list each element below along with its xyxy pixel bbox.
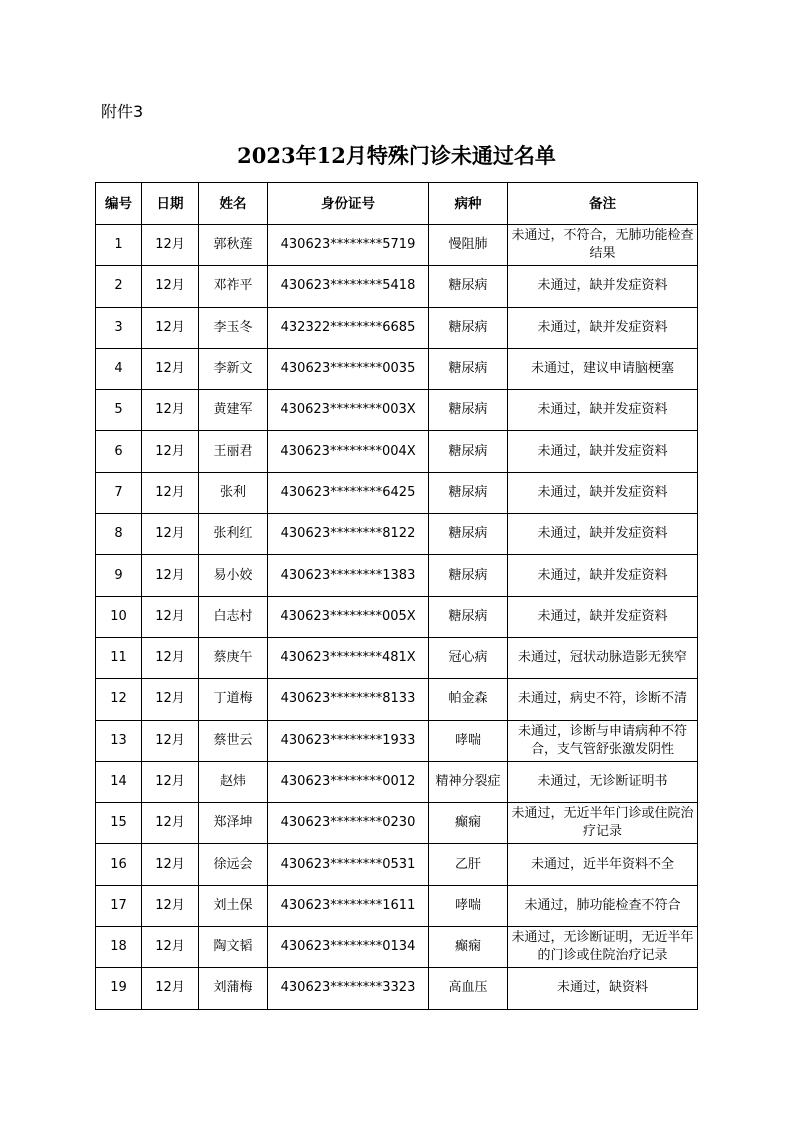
cell-id-number: 430623********0230 <box>268 803 429 844</box>
cell-note: 未通过，缺并发症资料 <box>508 307 698 348</box>
cell-id-number: 430623********1383 <box>268 555 429 596</box>
cell-disease: 慢阻肺 <box>429 225 508 266</box>
cell-date: 12月 <box>142 390 199 431</box>
cell-disease: 糖尿病 <box>429 390 508 431</box>
table-row <box>96 885 698 926</box>
table-row <box>96 307 698 348</box>
cell-disease: 糖尿病 <box>429 472 508 513</box>
cell-note: 未通过，无诊断证明书 <box>508 761 698 802</box>
cell-disease: 糖尿病 <box>429 307 508 348</box>
table-row <box>96 431 698 472</box>
cell-no: 14 <box>96 761 142 802</box>
cell-note: 未通过，无近半年门诊或住院治疗记录 <box>508 803 698 844</box>
cell-id-number: 430623********003X <box>268 390 429 431</box>
cell-disease: 糖尿病 <box>429 348 508 389</box>
cell-name: 李玉冬 <box>199 307 268 348</box>
cell-date: 12月 <box>142 596 199 637</box>
table-row <box>96 927 698 968</box>
table-row <box>96 968 698 1009</box>
cell-date: 12月 <box>142 514 199 555</box>
cell-name: 张利 <box>199 472 268 513</box>
header-id: 身份证号 <box>268 183 429 225</box>
cell-date: 12月 <box>142 803 199 844</box>
cell-id-number: 430623********0531 <box>268 844 429 885</box>
cell-name: 郭秋莲 <box>199 225 268 266</box>
cell-note: 未通过，缺并发症资料 <box>508 596 698 637</box>
cell-date: 12月 <box>142 637 199 678</box>
cell-id-number: 430623********3323 <box>268 968 429 1009</box>
cell-disease: 精神分裂症 <box>429 761 508 802</box>
cell-disease: 乙肝 <box>429 844 508 885</box>
cell-date: 12月 <box>142 472 199 513</box>
cell-id-number: 430623********1933 <box>268 720 429 761</box>
cell-id-number: 430623********8122 <box>268 514 429 555</box>
cell-id-number: 430623********5418 <box>268 266 429 307</box>
cell-date: 12月 <box>142 266 199 307</box>
cell-no: 3 <box>96 307 142 348</box>
document-title: 2023年12月特殊门诊未通过名单 <box>237 143 556 168</box>
cell-no: 11 <box>96 637 142 678</box>
cell-date: 12月 <box>142 431 199 472</box>
cell-disease: 冠心病 <box>429 637 508 678</box>
table-row <box>96 720 698 761</box>
cell-name: 张利红 <box>199 514 268 555</box>
cell-disease: 癫痫 <box>429 803 508 844</box>
table-row <box>96 266 698 307</box>
table-header-row <box>96 183 698 225</box>
cell-name: 王丽君 <box>199 431 268 472</box>
cell-no: 2 <box>96 266 142 307</box>
cell-id-number: 430623********0012 <box>268 761 429 802</box>
cell-note: 未通过，缺资料 <box>508 968 698 1009</box>
cell-no: 9 <box>96 555 142 596</box>
cell-disease: 糖尿病 <box>429 555 508 596</box>
cell-note: 未通过，冠状动脉造影无狭窄 <box>508 637 698 678</box>
table-body <box>96 225 698 1010</box>
cell-date: 12月 <box>142 968 199 1009</box>
cell-disease: 帕金森 <box>429 679 508 720</box>
cell-name: 蔡庚午 <box>199 637 268 678</box>
cell-disease: 糖尿病 <box>429 514 508 555</box>
cell-id-number: 430623********5719 <box>268 225 429 266</box>
table-row <box>96 679 698 720</box>
cell-note: 未通过，缺并发症资料 <box>508 514 698 555</box>
cell-note: 未通过，缺并发症资料 <box>508 555 698 596</box>
cell-note: 未通过，缺并发症资料 <box>508 431 698 472</box>
header-name: 姓名 <box>199 183 268 225</box>
cell-name: 赵炜 <box>199 761 268 802</box>
cell-disease: 哮喘 <box>429 885 508 926</box>
rejection-list-table <box>95 182 698 1010</box>
cell-no: 12 <box>96 679 142 720</box>
attachment-label: 附件3 <box>101 102 144 121</box>
cell-disease: 糖尿病 <box>429 266 508 307</box>
cell-date: 12月 <box>142 225 199 266</box>
cell-date: 12月 <box>142 348 199 389</box>
cell-date: 12月 <box>142 927 199 968</box>
table-row <box>96 596 698 637</box>
cell-date: 12月 <box>142 885 199 926</box>
cell-no: 13 <box>96 720 142 761</box>
cell-note: 未通过，建议申请脑梗塞 <box>508 348 698 389</box>
cell-no: 1 <box>96 225 142 266</box>
cell-date: 12月 <box>142 844 199 885</box>
cell-disease: 糖尿病 <box>429 431 508 472</box>
cell-note: 未通过，缺并发症资料 <box>508 266 698 307</box>
cell-disease: 高血压 <box>429 968 508 1009</box>
table-row <box>96 225 698 266</box>
cell-name: 邓祚平 <box>199 266 268 307</box>
header-note: 备注 <box>508 183 698 225</box>
cell-name: 陶文韬 <box>199 927 268 968</box>
table-row <box>96 637 698 678</box>
cell-date: 12月 <box>142 555 199 596</box>
cell-name: 黄建军 <box>199 390 268 431</box>
cell-note: 未通过，诊断与申请病种不符合，支气管舒张激发阴性 <box>508 720 698 761</box>
header-disease: 病种 <box>429 183 508 225</box>
cell-no: 5 <box>96 390 142 431</box>
table-row <box>96 390 698 431</box>
cell-note: 未通过，肺功能检查不符合 <box>508 885 698 926</box>
cell-name: 丁道梅 <box>199 679 268 720</box>
table-row <box>96 555 698 596</box>
cell-id-number: 430623********1611 <box>268 885 429 926</box>
cell-disease: 哮喘 <box>429 720 508 761</box>
table-row <box>96 348 698 389</box>
cell-date: 12月 <box>142 307 199 348</box>
cell-id-number: 430623********6425 <box>268 472 429 513</box>
cell-note: 未通过，缺并发症资料 <box>508 390 698 431</box>
cell-note: 未通过，近半年资料不全 <box>508 844 698 885</box>
cell-no: 15 <box>96 803 142 844</box>
cell-date: 12月 <box>142 720 199 761</box>
cell-name: 徐远会 <box>199 844 268 885</box>
header-no: 编号 <box>96 183 142 225</box>
cell-disease: 癫痫 <box>429 927 508 968</box>
cell-name: 蔡世云 <box>199 720 268 761</box>
cell-date: 12月 <box>142 679 199 720</box>
cell-no: 7 <box>96 472 142 513</box>
table-row <box>96 803 698 844</box>
cell-date: 12月 <box>142 761 199 802</box>
cell-id-number: 430623********0134 <box>268 927 429 968</box>
cell-disease: 糖尿病 <box>429 596 508 637</box>
table-row <box>96 514 698 555</box>
header-date: 日期 <box>142 183 199 225</box>
cell-name: 郑泽坤 <box>199 803 268 844</box>
cell-no: 19 <box>96 968 142 1009</box>
cell-no: 17 <box>96 885 142 926</box>
cell-no: 4 <box>96 348 142 389</box>
cell-name: 易小姣 <box>199 555 268 596</box>
table-row <box>96 844 698 885</box>
cell-no: 18 <box>96 927 142 968</box>
cell-name: 刘蒲梅 <box>199 968 268 1009</box>
cell-note: 未通过，缺并发症资料 <box>508 472 698 513</box>
cell-no: 8 <box>96 514 142 555</box>
cell-no: 10 <box>96 596 142 637</box>
cell-id-number: 432322********6685 <box>268 307 429 348</box>
cell-name: 李新文 <box>199 348 268 389</box>
cell-note: 未通过，无诊断证明，无近半年的门诊或住院治疗记录 <box>508 927 698 968</box>
cell-id-number: 430623********005X <box>268 596 429 637</box>
cell-id-number: 430623********8133 <box>268 679 429 720</box>
cell-id-number: 430623********0035 <box>268 348 429 389</box>
table-row <box>96 761 698 802</box>
cell-name: 白志村 <box>199 596 268 637</box>
cell-id-number: 430623********004X <box>268 431 429 472</box>
cell-no: 16 <box>96 844 142 885</box>
cell-no: 6 <box>96 431 142 472</box>
cell-id-number: 430623********481X <box>268 637 429 678</box>
cell-note: 未通过，不符合，无肺功能检查结果 <box>508 225 698 266</box>
cell-name: 刘土保 <box>199 885 268 926</box>
table-row <box>96 472 698 513</box>
cell-note: 未通过，病史不符，诊断不清 <box>508 679 698 720</box>
